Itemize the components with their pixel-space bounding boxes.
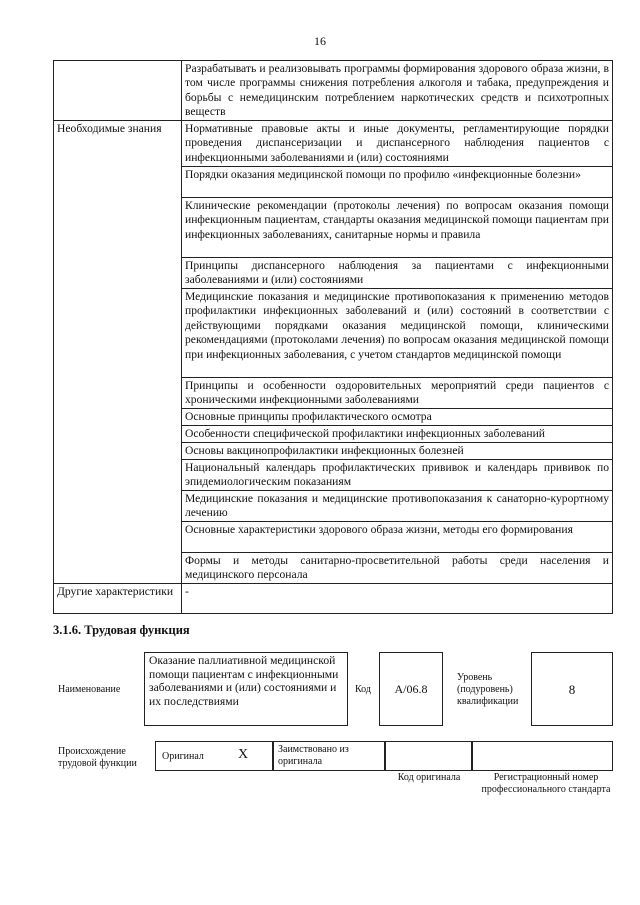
page-number: 16 xyxy=(314,34,326,48)
table-row xyxy=(54,61,613,121)
list-item: Особенности специфической профилактики инфекционных заболеваний xyxy=(182,426,612,443)
code-value: А/06.8 xyxy=(394,682,428,696)
code-box xyxy=(379,652,443,726)
content-cell xyxy=(182,121,613,584)
table-row xyxy=(54,584,613,614)
list-item: Порядки оказания медицинской помощи по профилю «инфекционные болезни» xyxy=(182,167,612,198)
list-item: Национальный календарь профилактических прививок и календарь прививок по эпидемиологическим показаниям xyxy=(182,460,612,491)
list-item: Разрабатывать и реализовывать программы формирования здорового образа жизни, в том числе программы снижения потребления алкоголя и табака, предупреждения и борьбы с немедицинским потреблением наркотических средств и психотропных веществ xyxy=(185,62,609,119)
origin-label: Происхождение трудовой функции xyxy=(58,746,137,769)
name-label: Наименование xyxy=(58,684,121,695)
content-cell xyxy=(182,584,613,614)
knowledge-table xyxy=(53,60,613,614)
other-label: Другие характеристики xyxy=(54,584,182,614)
borrowed-label: Заимствовано из оригинала xyxy=(278,744,349,767)
table-row xyxy=(54,121,613,584)
knowledge-label: Необходимые знания xyxy=(54,121,182,584)
level-label: Уровень (подуровень) квалификации xyxy=(457,672,519,707)
original-code-caption: Код оригинала xyxy=(397,772,461,783)
original-box xyxy=(155,741,273,771)
function-name-box: Оказание паллиативной медицинской помощи пациентам с инфекционными заболеваниями и (или) состояниями и их последствиями xyxy=(144,652,348,726)
list-item: Основные характеристики здорового образа жизни, методы его формирования xyxy=(182,522,612,553)
list-item: Основные принципы профилактического осмотра xyxy=(182,409,612,426)
other-value: - xyxy=(185,585,189,598)
list-item: Принципы диспансерного наблюдения за пациентами с инфекционными заболеваниями и (или) состояниями xyxy=(182,258,612,289)
code-label: Код xyxy=(355,684,371,695)
original-mark: X xyxy=(238,747,249,762)
empty-label-cell xyxy=(54,61,182,121)
list-item: Медицинские показания и медицинские противопоказания к применению методов профилактики инфекционных заболеваний и (или) состояний в соответствии с действующими порядками оказания медицинской помощи, клиническими рекомендациями (протоколами лечения) по вопросам оказания медицинской помощи при инфекционных заболевания, с учетом стандартов медицинской помощи xyxy=(182,289,612,378)
list-item: Формы и методы санитарно-просветительной работы среди населения и медицинского персонала xyxy=(185,554,609,582)
list-item: Основы вакцинопрофилактики инфекционных болезней xyxy=(182,443,612,460)
reg-number-caption: Регистрационный номер профессионального стандарта xyxy=(481,772,611,795)
original-label: Оригинал xyxy=(162,751,204,762)
level-value: 8 xyxy=(568,682,576,697)
reg-number-box xyxy=(472,741,613,771)
content-cell xyxy=(182,61,613,121)
list-item: Медицинские показания и медицинские противопоказания к санаторно-курортному лечению xyxy=(182,491,612,522)
list-item: Клинические рекомендации (протоколы лечения) по вопросам оказания помощи инфекционным пациентам, стандарты оказания медицинской помощи пациентам при инфекционных заболеваниях, санитарные нормы и правила xyxy=(182,198,612,258)
borrowed-box xyxy=(273,741,385,771)
original-code-box xyxy=(385,741,472,771)
section-title: 3.1.6. Трудовая функция xyxy=(53,623,190,637)
level-box xyxy=(531,652,613,726)
list-item: Принципы и особенности оздоровительных мероприятий среди пациентов с хроническими инфекционными заболеваниями xyxy=(182,378,612,409)
list-item: Нормативные правовые акты и иные документы, регламентирующие порядки проведения диспансеризации и диспансерного наблюдения пациентов с инфекционными заболеваниями и (или) состояниями xyxy=(182,121,612,167)
